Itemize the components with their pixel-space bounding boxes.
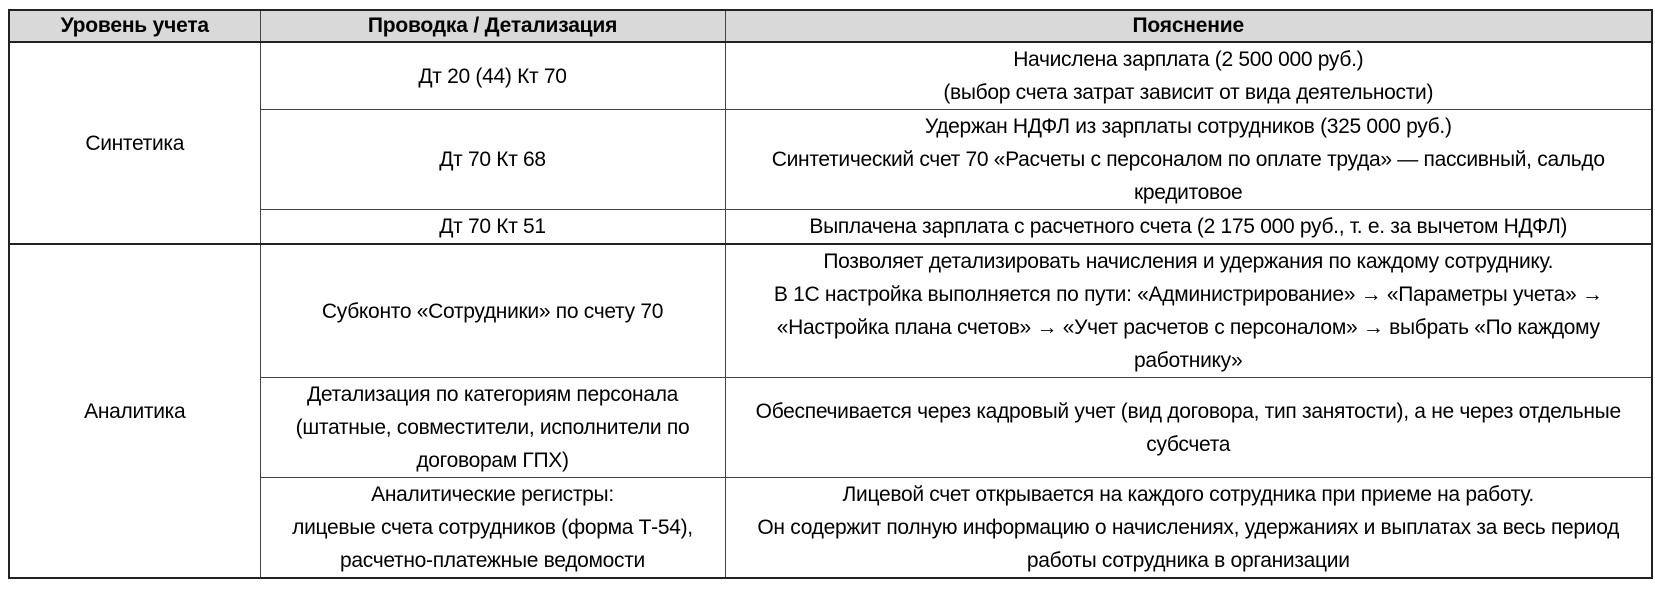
note-line: кредитовое — [1134, 181, 1243, 204]
note-line: Лицевой счет открывается на каждого сотрудника при приеме на работу. — [842, 483, 1534, 506]
entry-line: Аналитические регистры: — [371, 483, 614, 506]
entry-line: расчетно-платежные ведомости — [340, 549, 645, 572]
entry-line: Детализация по категориям персонала — [306, 383, 679, 406]
note-line: Удержан НДФЛ из зарплаты сотрудников (325 000 руб.) — [924, 115, 1452, 138]
note-line: (выбор счета затрат зависит от вида деятельности) — [943, 81, 1434, 104]
entry-line: (штатные, совместители, исполнители по — [295, 416, 690, 439]
table-row — [9, 42, 1652, 110]
entry-line: Дт 20 (44) Кт 70 — [418, 64, 567, 88]
level-cell-analytic: Аналитика — [9, 244, 260, 578]
note-line: Синтетический счет 70 «Расчеты с персоналом по оплате труда» — пассивный, сальдо — [771, 148, 1605, 171]
note-line: субсчета — [1146, 432, 1231, 456]
entry-line: Дт 70 Кт 51 — [439, 215, 546, 238]
header-note: Пояснение — [725, 10, 1652, 42]
header-entry: Проводка / Детализация — [260, 10, 725, 42]
note-line: работы сотрудника в организации — [1026, 549, 1350, 572]
entry-line: Дт 70 Кт 68 — [439, 148, 546, 171]
entry-line: лицевые счета сотрудников (форма Т-54), — [292, 516, 693, 539]
entry-cell — [260, 42, 725, 110]
note-line: Начислена зарплата (2 500 000 руб.) — [1013, 48, 1364, 71]
header-level: Уровень учета — [9, 10, 260, 42]
note-line: «Настройка плана счетов» → «Учет расчетов с персоналом» → выбрать «По каждому — [776, 316, 1600, 339]
accounting-levels-table — [8, 9, 1653, 579]
note-cell — [725, 110, 1652, 210]
entry-cell — [260, 478, 725, 579]
note-cell — [725, 244, 1652, 378]
table-row — [9, 244, 1652, 378]
entry-cell — [260, 210, 725, 245]
entry-cell — [260, 110, 725, 210]
note-line: Он содержит полную информацию о начислениях, удержаниях и выплатах за весь период — [757, 516, 1620, 539]
note-line: Выплачена зарплата с расчетного счета (2 175 000 руб., т. е. за вычетом НДФЛ) — [809, 215, 1568, 238]
entry-line: Субконто «Сотрудники» по счету 70 — [321, 299, 664, 323]
note-cell — [725, 210, 1652, 245]
accounting-table-container — [8, 9, 1651, 579]
note-line: Обеспечивается через кадровый учет (вид договора, тип занятости), а не через отдельные — [755, 399, 1621, 423]
level-cell-synthetic: Синтетика — [9, 42, 260, 244]
note-line: работнику» — [1134, 349, 1243, 372]
note-line: Позволяет детализировать начисления и удержания по каждому сотруднику. — [823, 250, 1554, 273]
note-cell — [725, 378, 1652, 478]
note-line: В 1С настройка выполняется по пути: «Администрирование» → «Параметры учета» → — [773, 283, 1603, 306]
note-cell — [725, 478, 1652, 579]
entry-line: договорам ГПХ) — [416, 449, 569, 472]
note-cell — [725, 42, 1652, 110]
entry-cell — [260, 244, 725, 378]
entry-cell — [260, 378, 725, 478]
table-header-row — [9, 10, 1652, 42]
